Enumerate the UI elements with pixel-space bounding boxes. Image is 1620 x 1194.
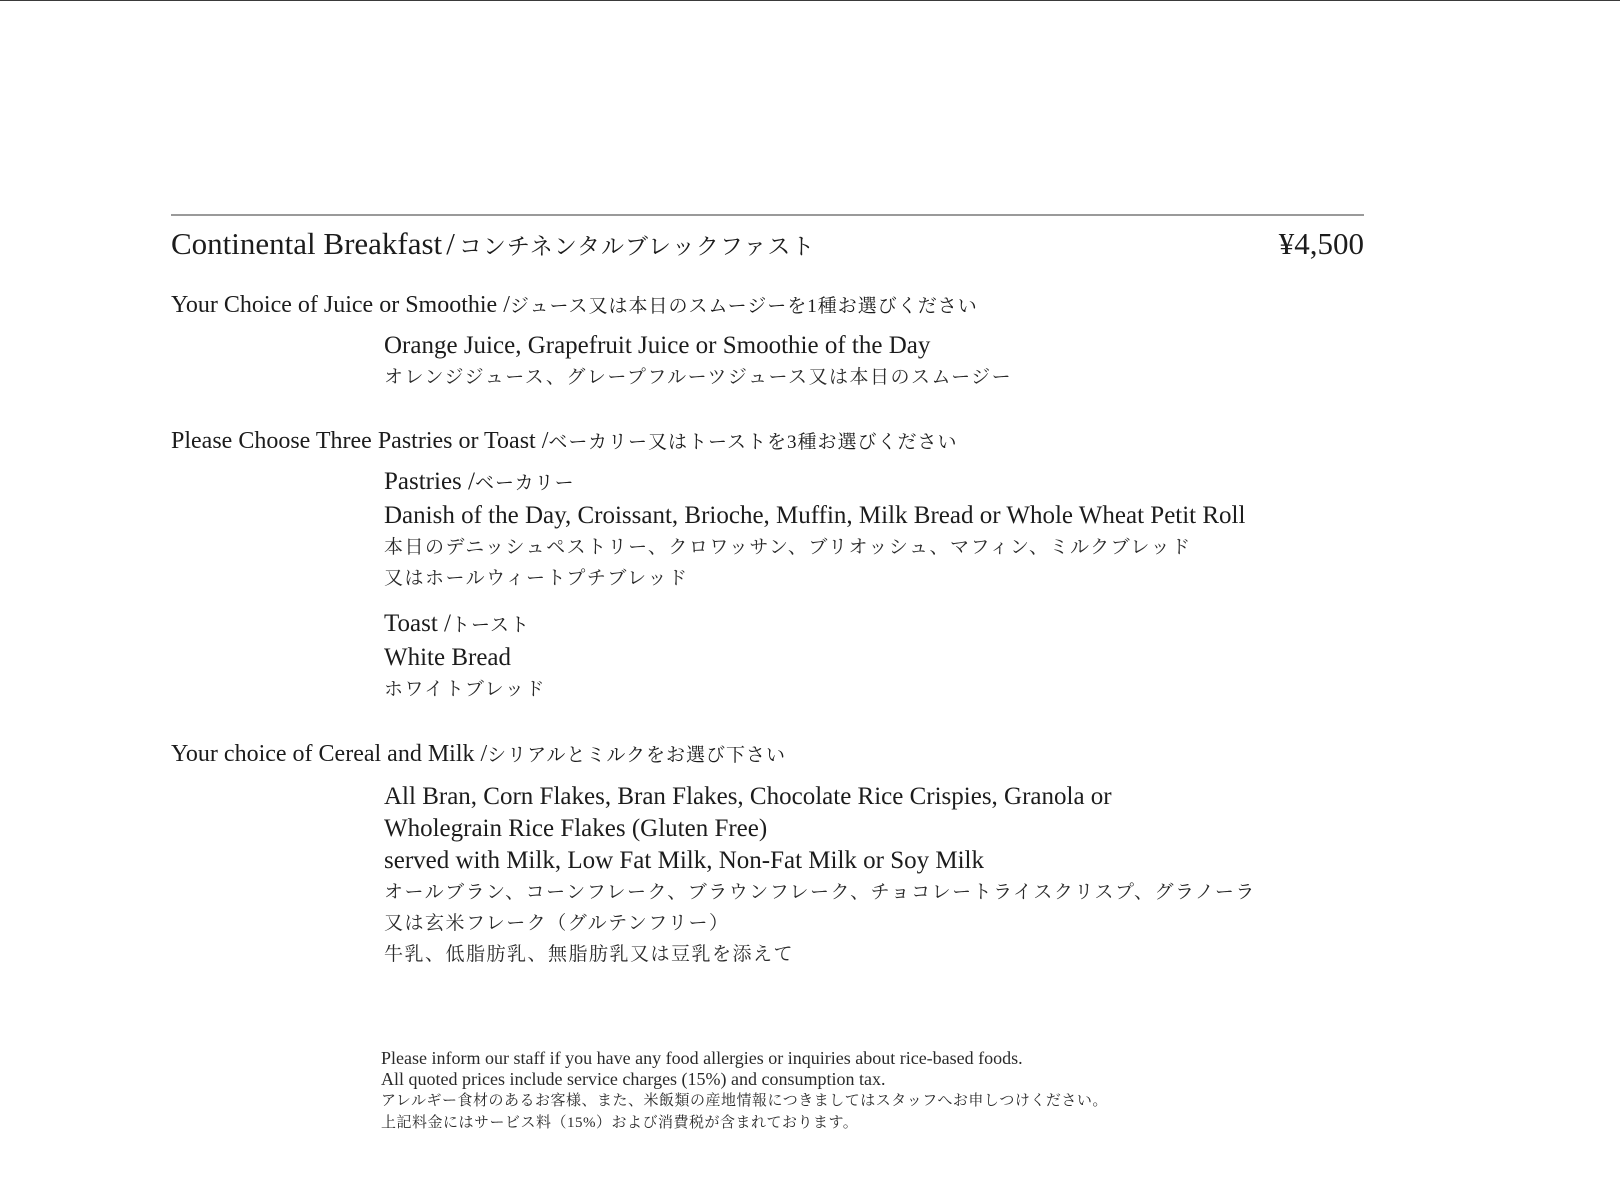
- bakery-heading-separator: /: [541, 428, 549, 454]
- bakery-heading-en: Please Choose Three Pastries or Toast: [171, 428, 536, 454]
- bakery-section: [171, 426, 1364, 705]
- pastries-label-ja: ベーカリー: [474, 473, 575, 494]
- footer-notes: [381, 1048, 1281, 1134]
- title-divider: [171, 214, 1364, 216]
- juice-items-ja: オレンジジュース、グレープフルーツジュース又は本日のスムージー: [384, 367, 1013, 388]
- menu-title-ja: コンチネンタルブレックファスト: [458, 234, 816, 259]
- toast-items-ja: ホワイトブレッド: [384, 679, 546, 700]
- cereal-heading-en: Your choice of Cereal and Milk: [171, 741, 475, 767]
- top-border: [0, 0, 1620, 1]
- footer-tax-note-ja: 上記料金にはサービス料（15%）および消費税が含まれております。: [381, 1115, 859, 1131]
- cereal-items-en-2: Wholegrain Rice Flakes (Gluten Free): [384, 815, 768, 842]
- cereal-heading-ja: シリアルとミルクをお選び下さい: [487, 745, 787, 766]
- pastries-items-ja-1: 本日のデニッシュペストリー、クロワッサン、ブリオッシュ、マフィン、ミルクブレッド: [384, 537, 1192, 558]
- footer-tax-note-en: All quoted prices include service charges (15%) and consumption tax.: [381, 1069, 886, 1089]
- title-separator: /: [446, 226, 455, 261]
- juice-section: [171, 290, 1364, 393]
- menu-page: [171, 214, 1364, 970]
- menu-price: ¥4,500: [1278, 226, 1364, 261]
- toast-label-separator: /: [444, 610, 451, 637]
- menu-title-row: [171, 226, 1364, 268]
- juice-items: [384, 330, 1364, 393]
- cereal-section: [171, 739, 1364, 970]
- cereal-items-ja-3: 牛乳、低脂肪乳、無脂肪乳又は豆乳を添えて: [384, 944, 795, 965]
- menu-title-en: Continental Breakfast: [171, 226, 443, 261]
- bakery-heading: [171, 426, 1364, 458]
- toast-label-ja: トースト: [451, 615, 531, 636]
- juice-heading-en: Your Choice of Juice or Smoothie: [171, 292, 498, 318]
- toast-block: [384, 608, 1364, 705]
- bakery-heading-ja: ベーカリー又はトーストを3種お選びください: [548, 432, 958, 453]
- cereal-heading-separator: /: [480, 741, 488, 767]
- pastries-block: [384, 466, 1364, 594]
- cereal-items-en-1: All Bran, Corn Flakes, Bran Flakes, Chocolate Rice Crispies, Granola or: [384, 783, 1112, 810]
- cereal-items: [384, 781, 1364, 970]
- menu-title: [171, 226, 815, 262]
- pastries-label-separator: /: [468, 468, 475, 495]
- toast-items-en: White Bread: [384, 644, 512, 671]
- pastries-label: [384, 466, 1364, 500]
- juice-heading-ja: ジュース又は本日のスムージーを1種お選びください: [509, 296, 978, 317]
- toast-label-en: Toast: [384, 610, 438, 637]
- cereal-items-ja-2: 又は玄米フレーク（グルテンフリー）: [384, 913, 730, 934]
- toast-label: [384, 608, 1364, 642]
- cereal-items-ja-1: オールブラン、コーンフレーク、ブラウンフレーク、チョコレートライスクリスプ、グラノーラ: [384, 882, 1256, 903]
- pastries-items-en: Danish of the Day, Croissant, Brioche, Muffin, Milk Bread or Whole Wheat Petit Roll: [384, 502, 1246, 529]
- cereal-heading: [171, 739, 1364, 771]
- footer-allergy-note-en: Please inform our staff if you have any food allergies or inquiries about rice-based foods.: [381, 1048, 1023, 1068]
- juice-items-en: Orange Juice, Grapefruit Juice or Smoothie of the Day: [384, 332, 931, 359]
- cereal-items-en-3: served with Milk, Low Fat Milk, Non-Fat Milk or Soy Milk: [384, 847, 984, 874]
- footer-allergy-note-ja: アレルギー食材のあるお客様、また、米飯類の産地情報につきましてはスタッフへお申しつけください。: [381, 1093, 1108, 1109]
- pastries-items-ja-2: 又はホールウィートプチブレッド: [384, 568, 689, 589]
- juice-heading: [171, 290, 1364, 322]
- pastries-label-en: Pastries: [384, 468, 462, 495]
- juice-heading-separator: /: [503, 292, 510, 318]
